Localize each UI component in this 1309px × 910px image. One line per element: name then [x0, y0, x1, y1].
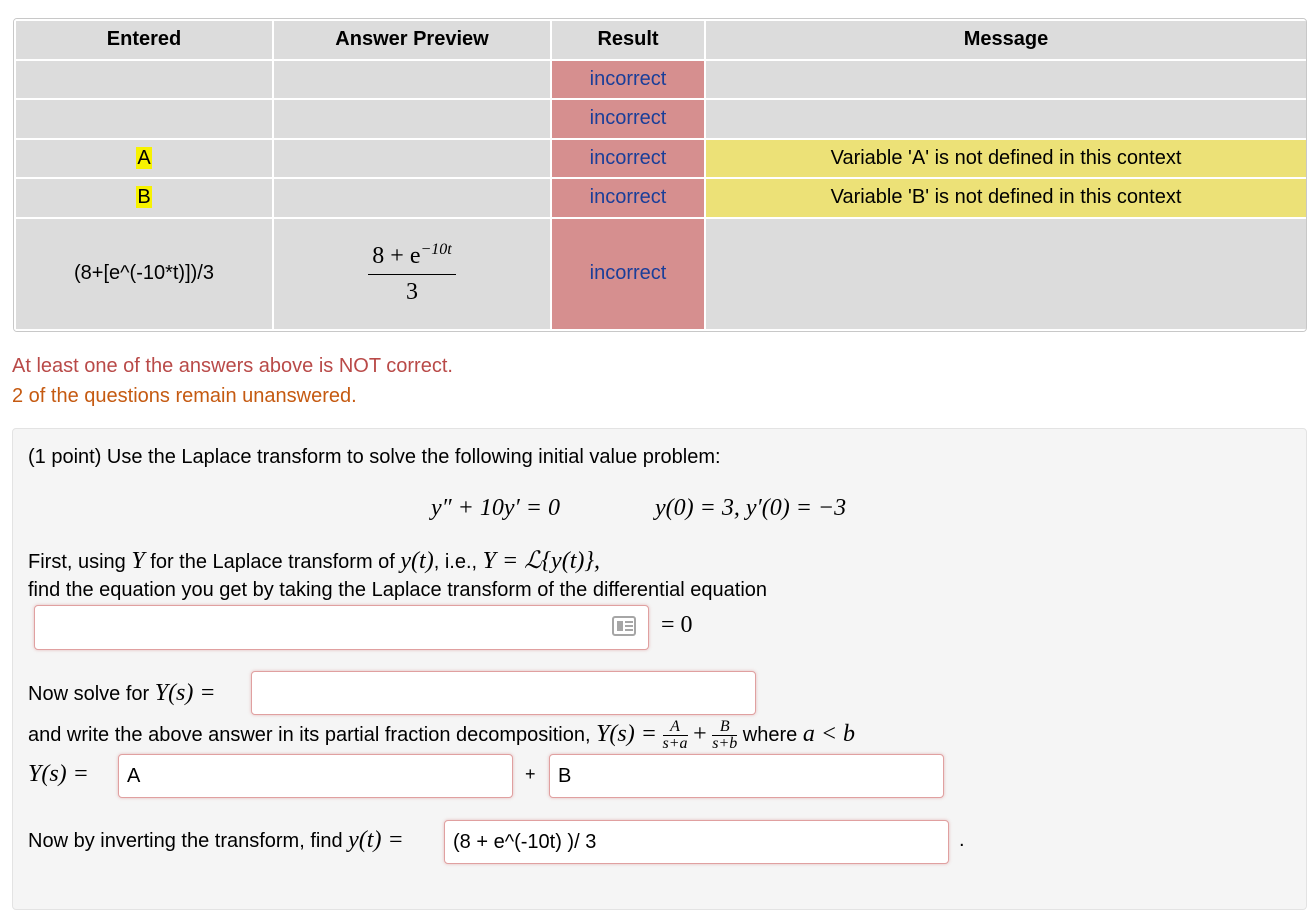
- problem-intro: (1 point) Use the Laplace transform to solve the following initial value problem:: [28, 446, 721, 468]
- table-row: [15, 60, 1307, 100]
- solve-for-label: Now solve for Y(s) =: [28, 680, 216, 706]
- header-message: Message: [705, 20, 1307, 60]
- fraction-numerator: $8 + e^{-10t}$: [368, 241, 455, 275]
- problem-panel: [12, 428, 1307, 910]
- result-cell: incorrect: [551, 60, 705, 100]
- partial-fraction-A-input[interactable]: A: [118, 754, 513, 798]
- plus-sign: +: [525, 764, 536, 784]
- entered-highlight: A: [137, 146, 151, 169]
- result-cell: incorrect: [551, 218, 705, 330]
- partial-fraction-instruction: and write the above answer in its partial fraction decomposition, Y(s) = $\frac{A}{s+a}$ + $\frac{B}{s+b}$ where a < b: [28, 718, 856, 752]
- table-header-row: [15, 20, 1307, 60]
- entered-highlight: B: [137, 186, 151, 209]
- message-cell: [705, 218, 1307, 330]
- laplace-equation-input[interactable]: [34, 605, 649, 650]
- initial-conditions: y(0) = 3, y′(0) = −3: [655, 495, 847, 521]
- table-row: [15, 139, 1307, 179]
- partial-fraction-b: $\frac{B}{s+b}$: [712, 718, 738, 752]
- message-cell: [705, 99, 1307, 139]
- equation-editor-icon[interactable]: [612, 616, 636, 636]
- table-row: [15, 99, 1307, 139]
- entered-cell: [15, 178, 273, 218]
- result-cell: incorrect: [551, 139, 705, 179]
- header-answer-preview: Answer Preview: [273, 20, 551, 60]
- equals-zero: = 0: [661, 612, 693, 638]
- preview-cell: [273, 218, 551, 330]
- find-equation-instruction: find the equation you get by taking the Laplace transform of the differential equation: [28, 579, 768, 601]
- partial-fraction-B-input[interactable]: B: [549, 754, 944, 798]
- message-cell: [705, 60, 1307, 100]
- result-cell: incorrect: [551, 178, 705, 218]
- invert-label: Now by inverting the transform, find y(t) =: [28, 827, 404, 853]
- first-instruction: First, using Y for the Laplace transform of y(t), i.e., Y = ℒ{y(t)},: [28, 548, 600, 574]
- preview-cell: [273, 60, 551, 100]
- preview-cell: [273, 99, 551, 139]
- entered-cell: [15, 60, 273, 100]
- result-cell: incorrect: [551, 99, 705, 139]
- period: .: [959, 829, 965, 851]
- entered-cell: (8+[e^(-10*t)])/3: [15, 218, 273, 330]
- table-row: [15, 218, 1307, 330]
- header-entered: Entered: [15, 20, 273, 60]
- header-result: Result: [551, 20, 705, 60]
- inverse-transform-input[interactable]: (8 + e^(-10t) )/ 3: [444, 820, 949, 864]
- results-table: [14, 19, 1307, 331]
- results-table-container: [13, 18, 1307, 332]
- preview-cell: [273, 139, 551, 179]
- partial-fraction-a: $\frac{A}{s+a}$: [662, 718, 688, 752]
- fraction-denominator: 3: [406, 279, 418, 306]
- table-row: [15, 178, 1307, 218]
- message-cell: Variable 'A' is not defined in this context: [705, 139, 1307, 179]
- preview-cell: [273, 178, 551, 218]
- ode-equation: y″ + 10y′ = 0: [431, 495, 560, 521]
- answer-preview-fraction: [368, 241, 455, 306]
- entered-cell: [15, 139, 273, 179]
- entered-cell: [15, 99, 273, 139]
- unanswered-message: 2 of the questions remain unanswered.: [12, 385, 357, 407]
- Ys-label: Y(s) =: [28, 761, 89, 787]
- message-cell: Variable 'B' is not defined in this context: [705, 178, 1307, 218]
- solve-Y-input[interactable]: [251, 671, 756, 715]
- not-correct-message: At least one of the answers above is NOT correct.: [12, 355, 453, 377]
